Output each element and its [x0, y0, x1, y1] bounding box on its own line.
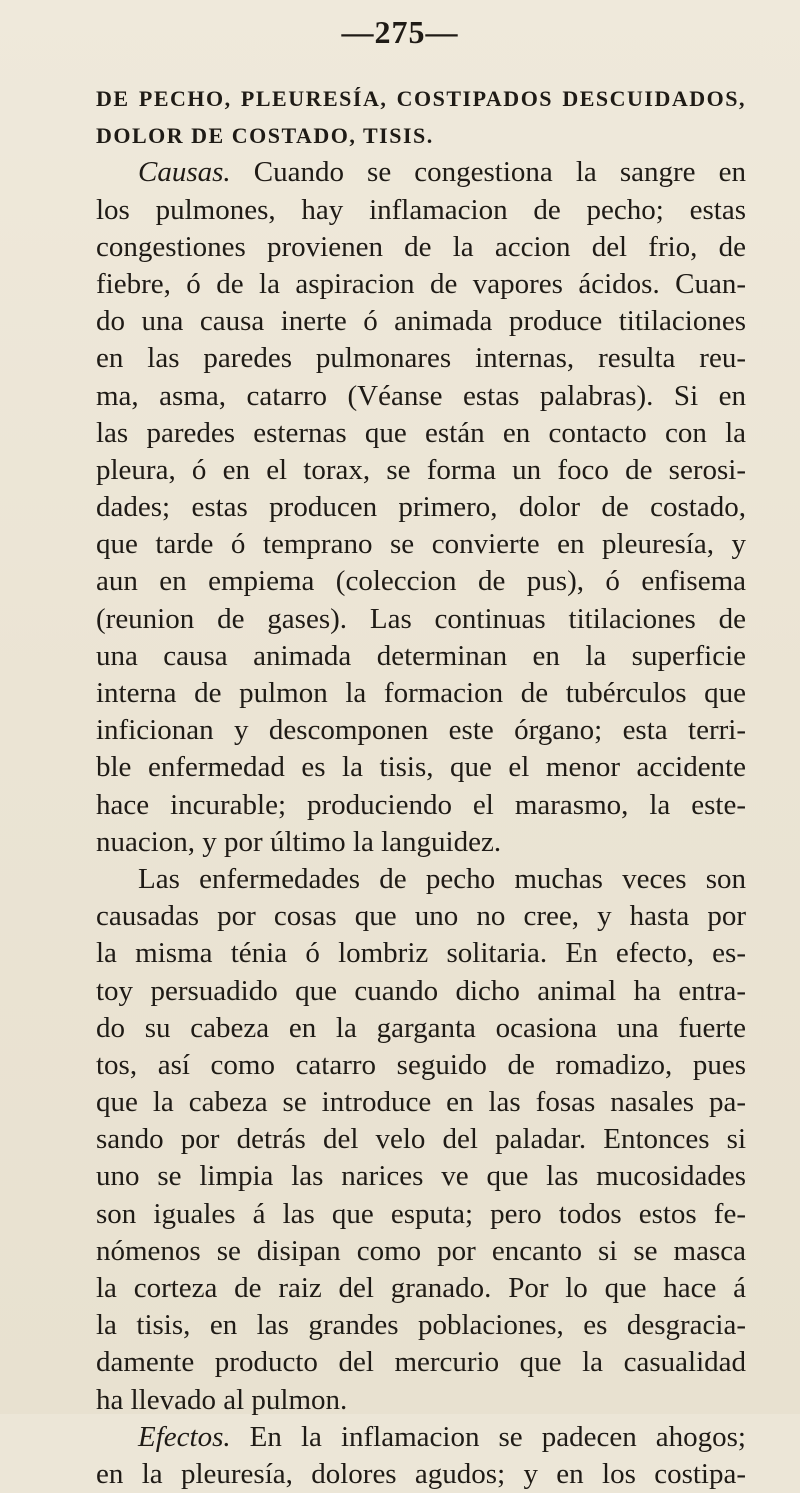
paragraph-line: hace incurable; produciendo el marasmo, la este-	[96, 788, 746, 821]
paragraph-line: toy persuadido que cuando dicho animal ha entra-	[96, 974, 746, 1007]
paragraph-line: interna de pulmon la formacion de tubérculos que	[96, 677, 746, 709]
paragraph-line: que tarde ó temprano se convierte en pleuresía, y	[96, 528, 746, 561]
heading-line: DOLOR DE COSTADO, TISIS.	[96, 123, 434, 149]
section-label-efectos: Efectos.	[138, 1420, 231, 1453]
paragraph-line: las paredes esternas que están en contacto con la	[96, 416, 746, 449]
paragraph-line: uno se limpia las narices ve que las mucosidades	[96, 1160, 746, 1193]
paragraph-line: do una causa inerte ó animada produce titilaciones	[96, 305, 746, 338]
paragraph-line: los pulmones, hay inflamacion de pecho; estas	[96, 193, 746, 226]
paragraph-line	[96, 1419, 746, 1456]
paragraph-line: aun en empiema (coleccion de pus), ó enfisema	[96, 565, 746, 598]
paragraph-line: son iguales á las que esputa; pero todos estos fe-	[96, 1197, 746, 1230]
paragraph-efectos	[96, 1456, 746, 1493]
paragraph-line: que la cabeza se introduce en las fosas nasales pa-	[96, 1086, 746, 1119]
paragraph-line-text: En la inflamacion se padecen ahogos;	[249, 1420, 746, 1453]
paragraph-line: pleura, ó en el torax, se forma un foco de serosi-	[96, 453, 746, 486]
paragraph-line: fiebre, ó de la aspiracion de vapores ácidos. Cuan-	[96, 267, 746, 300]
paragraph-line: inficionan y descomponen este órgano; esta terri-	[96, 714, 746, 747]
paragraph-line: dades; estas producen primero, dolor de costado,	[96, 491, 746, 524]
paragraph-line: congestiones provienen de la accion del frio, de	[96, 230, 746, 263]
paragraph-line: do su cabeza en la garganta ocasiona una fuerte	[96, 1011, 746, 1044]
paragraph-line: causadas por cosas que uno no cree, y hasta por	[96, 900, 746, 933]
paragraph-line: ha llevado al pulmon.	[96, 1383, 348, 1416]
paragraph-line: tos, así como catarro seguido de romadizo, pues	[96, 1048, 746, 1081]
paragraph-line: Las enfermedades de pecho muchas veces son	[138, 862, 746, 895]
paragraph-line: en la pleuresía, dolores agudos; y en los costipa-	[96, 1457, 746, 1490]
paragraph-line: una causa animada determinan en la superficie	[96, 639, 746, 672]
section-label-causas: Causas.	[138, 156, 231, 189]
paragraph-line: nuacion, y por último la languidez.	[96, 825, 502, 858]
page-number: —275—	[341, 14, 459, 50]
paragraph-line: sando por detrás del velo del paladar. Entonces si	[96, 1123, 746, 1156]
paragraph-line-text: Cuando se congestiona la sangre en	[253, 156, 746, 189]
paragraph-line: la tisis, en las grandes poblaciones, es desgracia-	[96, 1309, 746, 1342]
paragraph-line: ble enfermedad es la tisis, que el menor accidente	[96, 751, 746, 784]
paragraph-enfermedades	[96, 861, 746, 1419]
paragraph-line: nómenos se disipan como por encanto si se masca	[96, 1234, 746, 1267]
heading-line: DE PECHO, PLEURESÍA, COSTIPADOS DESCUIDADOS,	[96, 86, 746, 111]
paragraph-line: la corteza de raiz del granado. Por lo que hace á	[96, 1272, 746, 1304]
paragraph-line: damente producto del mercurio que la casualidad	[96, 1346, 746, 1379]
paragraph-line: en las paredes pulmonares internas, resulta reu-	[96, 342, 746, 375]
paragraph-line: la misma ténia ó lombriz solitaria. En efecto, es-	[96, 937, 746, 970]
page-text	[96, 80, 746, 1493]
paragraph-causas	[96, 192, 746, 861]
paragraph-line: (reunion de gases). Las continuas titilaciones de	[96, 602, 746, 635]
paragraph-line: ma, asma, catarro (Véanse estas palabras). Si en	[96, 379, 746, 412]
paragraph-line	[96, 154, 746, 191]
